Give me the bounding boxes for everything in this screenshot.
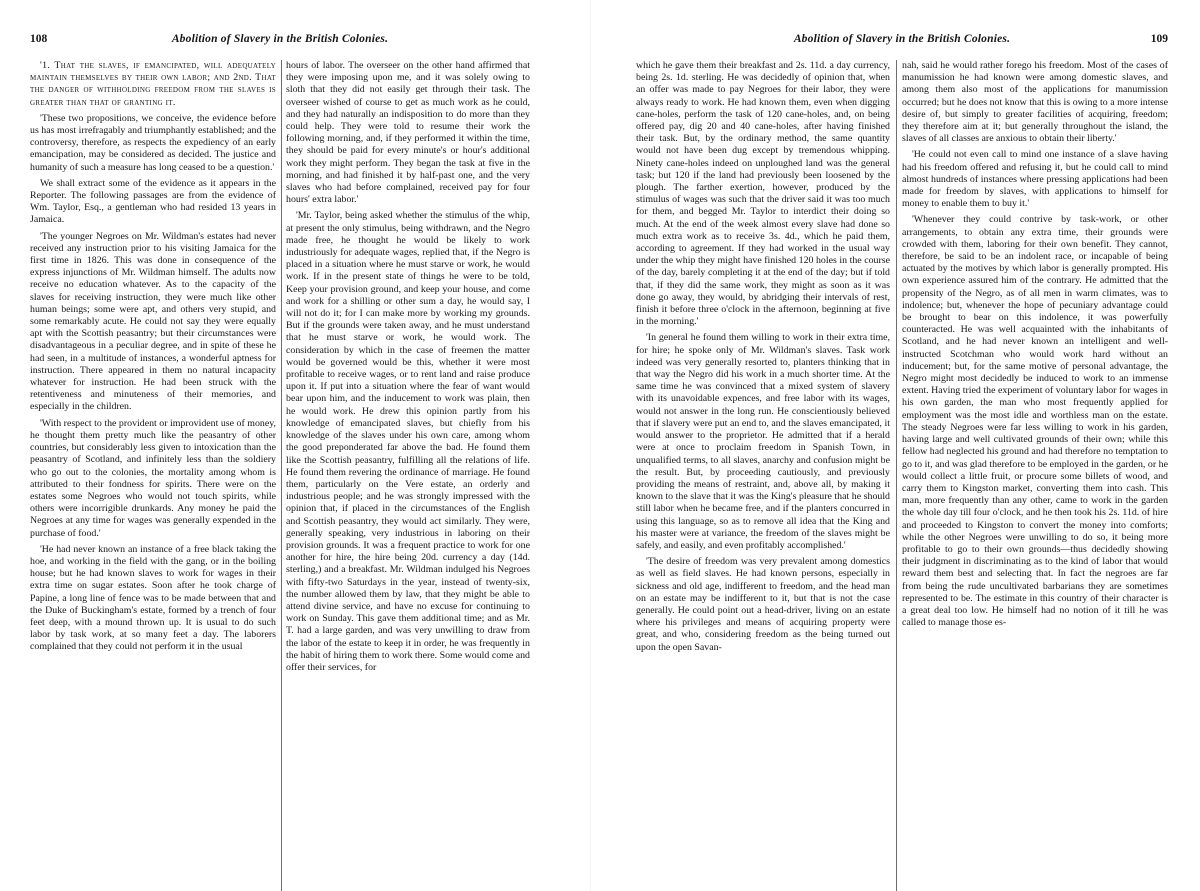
gutter — [590, 0, 591, 891]
paragraph: '1. That the slaves, if emancipated, will adequately maintain themselves by their own labor; and 2nd. That the danger of withholding freedom from the slaves is greater than that of granting it. — [30, 60, 276, 108]
paragraph: 'In general he found them willing to work in their extra time, for hire; he spoke only of Mr. Wildman's slaves. Task work indeed was very generally resorted to, planters thinking that in that way the Negro did his work in a much shorter time. At the same time he was convinced that a mixed system of slavery with its unavoidable expences, and free labor with its wages, would not answer in the long run. He conscientiously believed that if slavery were put an end to, and the slaves emancipated, it would answer to the proprietor. He admitted that if a herald were at once to proclaim freedom in Spanish Town, in unqualified terms, to all slaves, anarchy and confusion might be the result. But, by proceeding cautiously, and previously providing the means of restraint, and, above all, by making it known to the slave that it was the King's pleasure that he should still labor when he became free, and if the planters concurred in using this language, so as to remove all idea that the King and his master were at variance, the freedom of the slaves might be safely, and easily, and even profitably accomplished.' — [636, 332, 890, 551]
paragraph: 'Whenever they could contrive by task-work, or other arrangements, to obtain any extra time, their grounds were crowded with them, laboring for their own benefit. They cannot, therefore, be said to be an indolent race, or incapable of being actuated by the motives by which labor is generally prompted. His own experience assured him of the contrary. He admitted that the propensity of the Negro, as of all men in warm climates, was to indolence; but, whenever the hope of pecuniary advantage could be brought to bear on this indolence, it was powerfully counteracted. He was well acquainted with the inhabitants of Scotland, and he had never known an intelligent and well-instructed Scotchman who would work hard without an inducement; but, for the same motive of personal advantage, the Negro might most decidedly be induced to work to an immense extent. Having tried the experiment of voluntary labor for wages in his own garden, the man who most frequently applied for employment was the most idle and worthless man on the estate. The steady Negroes were far less willing to work in his garden, having large and well cultivated grounds of their own; while this fellow had neglected his ground and had therefore no temptation to go to it, and was glad therefore to be employed in the garden, or he would collect a little fruit, or procure some billets of wood, and carry them to Kingston market, converting them into cash. This man, more frequently than any other, came to work in the garden the whole day till four o'clock, and he then took his 2s. 11d. of hire and proceeded to Kingston to convert the money into comforts; while the other Negroes were unwilling to do so, it being more profitable to go to their own grounds—thus decidedly showing their judgment in discriminating as to the kind of labor that would reward them best and selecting that. In fact the negroes are far from being the rude uncultivated barbarians they are sometimes represented to be. The estimate in this country of their character is a great deal too low. He himself had no notion of it till he was called to manage those es- — [902, 214, 1168, 629]
page-number: 108 — [30, 33, 48, 45]
right-page-header — [636, 32, 1168, 48]
left-page-header — [30, 32, 530, 48]
paragraph: 'He had never known an instance of a free black taking the hoe, and working in the field with the gang, or in the boiling house; but he had known slaves to work for wages in their extra time on sugar estates. Soon after he took charge of Papine, a long line of fence was to be made between that and the Duke of Buckingham's estate, formed by a trench of four feet deep, with a mound thrown up. It is usual to do such labor by task work, at so many feet a day. The laborers complained that they could not perform it in the usual — [30, 543, 276, 653]
left-column-b — [286, 60, 530, 891]
paragraph: We shall extract some of the evidence as it appears in the Reporter. The following passages are from the evidence of Wm. Taylor, Esq., a gentleman who had resided 13 years in Jamaica. — [30, 177, 276, 226]
right-page-columns — [636, 60, 1168, 891]
paragraph: 'Mr. Taylor, being asked whether the stimulus of the whip, at present the only stimulus, being withdrawn, and the Negro made free, he thought he would be likely to work industriously for adequate wages, replied that, if the Negro is placed in a situation where he must starve or work, he would work. If in the present state of things he were to be told, Keep your provision ground, and keep your house, and come and work for a shilling or other sum a day, he would say, I will not do it; for I can make more by working my grounds. But if the grounds were taken away, and he must understand that he must starve or work, he would work. The consideration by which in the case of freemen the matter would be governed would be this, whether it were most profitable to receive wages, or to rent land and raise produce upon it. If put into a situation where the fear of want would bear upon him, and the inducement to work was plain, then he would work. He drew this opinion partly from his knowledge of emancipated slaves, but chiefly from his knowledge of the slaves under his own care, among whom the good preponderated far above the bad. He found them like the Scottish peasantry, fulfilling all the relations of life. He found them revering the ordinance of marriage. He found them, particularly on the Vere estate, an orderly and industrious people; and he was strongly impressed with the opinion that, if placed in the circumstances of the English and Scottish peasantry, they would act similarly. They were, generally speaking, very industrious in laboring on their provision grounds. It was a frequent practice to work for one another for hire, the hire being 20d. currency a day (14d. sterling,) and a breakfast. Mr. Wildman indulged his Negroes with fifty-two Saturdays in the year, instead of twenty-six, the number allowed them by law, that they might be able to attend divine service, and have no excuse for continuing to work on Sunday. This gave them additional time; and as Mr. T. had a large garden, and was very unwilling to draw from the labor of the estate to keep it in order, he was frequently in the habit of hiring them to work there. Some would come and offer their services, for — [286, 210, 530, 673]
paragraph: which he gave them their breakfast and 2s. 11d. a day currency, being 2s. 1d. sterling. He was decidedly of opinion that, when an offer was made to pay Negroes for their labor, they were always ready to work. He had known them, even when digging cane-holes, perform the task of 120 cane-holes, and, on being offered pay, dig 20 and 40 cane-holes, after having finished their task. But, by the ordinary method, the same quantity would not have been dug except by tremendous whipping. Ninety cane-holes indeed on unploughed land was the general task; but 120 if the land had previously been loosened by the plough. The farther exertion, however, produced by the stimulus of wages was such that the driver said it was too much for them, and begged Mr. Taylor to interdict their doing so much. At the end of the week almost every slave had done so much extra work as to receive 3s. 4d., which he paid them, according to agreement. If they had worked in the usual way under the whip they might have finished 120 holes in the course of the day, barely completing it at the end of the day; but if told that, if they did the same work, they might as soon as it was done go away, they would, by abridging their intervals of rest, finish it before three o'clock in the afternoon, beginning at five in the morning.' — [636, 60, 890, 328]
page-number: 109 — [1150, 33, 1168, 45]
paragraph: 'These two propositions, we conceive, the evidence before us has most irrefragably and triumphantly established; and the controversy, therefore, as respects the expediency of an early emancipation, may be considered as decided. The justice and humanity of such a measure has long ceased to be a question.' — [30, 112, 276, 173]
right-page — [636, 0, 1168, 891]
paragraph: hours of labor. The overseer on the other hand affirmed that they were imposing upon me, and it was solely owing to sloth that they did not easily get through their task. The overseer wished of course to get as much work as he could, and they had naturally an indisposition to do more than they could help. They were told to resume their work the following morning, and, if they performed it within the time, they should be paid for every minute's or hour's additional work they might perform. They began the task at five in the morning, and had finished it by half-past one, and the very slaves who had before complained, received pay for four hours' extra labor.' — [286, 60, 530, 206]
column-rule — [896, 60, 897, 891]
left-page — [30, 0, 530, 891]
right-column-b — [902, 60, 1168, 891]
paragraph: 'He could not even call to mind one instance of a slave having had his freedom offered and refusing it, but he could call to mind almost hundreds of instances where pressing applications had been made for freedom by slaves, with applications to himself for money to enable them to buy it.' — [902, 149, 1168, 210]
paragraph: 'The desire of freedom was very prevalent among domestics as well as field slaves. He had known persons, especially in sickness and old age, indifferent to freedom, and the head man on an estate may be indifferent to it, but that is not the case generally. He could point out a head-driver, living on an estate where his privileges and means of acquiring property were great, and who, considering freedom as the being turned out upon the open Savan- — [636, 556, 890, 653]
running-head: Abolition of Slavery in the British Colonies. — [171, 33, 389, 45]
column-rule — [281, 60, 282, 891]
paragraph: 'The younger Negroes on Mr. Wildman's estates had never received any instruction prior to his visiting Jamaica for the first time in 1826. This was done in consequence of the express injunctions of Mr. Wildman himself. The adults now receive no education whatever. As to the capacity of the slaves for receiving instruction, they were much like other human beings; some were apt, and others very stupid, and some remarkably acute. He could not say they were equally apt with the Scottish peasantry; but their circumstances were disadvantageous in a peculiar degree, and in spite of these he had seen, in a multitude of instances, a wonderful aptness for instruction. There appeared in them no natural incapacity whatever for instruction. He had been struck with the retentiveness and minuteness of their memories, and especially in the children. — [30, 230, 276, 413]
paragraph: 'With respect to the provident or improvident use of money, he thought them pretty much like the peasantry of other countries, but considerably less given to intoxication than the peasantry of Scotland, and infinitely less than the soldiery who go out to the colonies, the mortality among whom is attributed to their fondness for spirits. There were on the estates some Negroes who would not touch spirits, while others were incorrigible drunkards. Any money he paid the Negroes at any time for wages was generally expended in the purchase of food.' — [30, 417, 276, 539]
paragraph: nah, said he would rather forego his freedom. Most of the cases of manumission he had known were among domestic slaves, and among them also most of the applications for manumission occurred; but he does not know that this is owing to a more intense desire of, but simply to greater facilities of acquiring, freedom; they therefore aim at it; but generally throughout the island, the slaves of all classes are anxious to obtain their liberty.' — [902, 60, 1168, 145]
left-column-a — [30, 60, 276, 891]
left-page-columns — [30, 60, 530, 891]
running-head: Abolition of Slavery in the British Colonies. — [793, 33, 1011, 45]
right-column-a — [636, 60, 890, 891]
